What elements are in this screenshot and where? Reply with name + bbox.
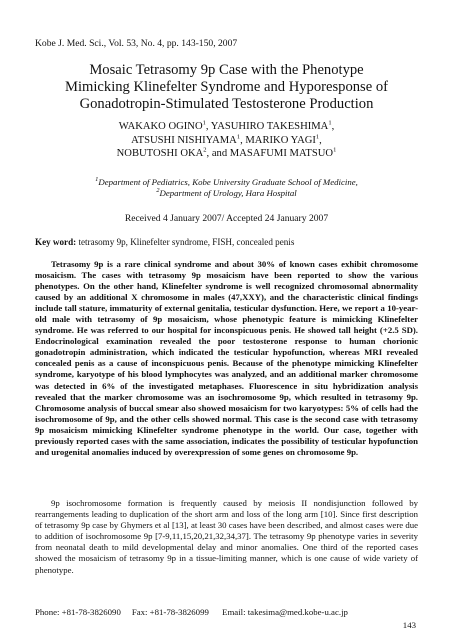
author-line-3: NOBUTOSHI OKA$^2$, and MASAFUMI MATSUO$^1$ [116, 146, 337, 160]
title-line-1: Mosaic Tetrasomy 9p Case with the Phenotype [89, 62, 364, 78]
affiliation-2: $^2$Department of Urology, Hara Hospital [156, 187, 297, 198]
author-line-2: ATSUSHI NISHIYAMA$^1$, MARIKO YAGI$^1$, [131, 133, 322, 146]
keywords [35, 237, 418, 247]
title-line-2: Mimicking Klinefelter Syndrome and Hyporesponse of [64, 79, 389, 95]
author-list [40, 120, 413, 161]
received-dates: Received 4 January 2007/ Accepted 24 January 2007 [124, 213, 329, 224]
author-line-1: WAKAKO OGINO$^1$, YASUHIRO TAKESHIMA$^1$, [118, 119, 335, 132]
keywords-text: tetrasomy 9p, Klinefelter syndrome, FISH, concealed penis [76, 237, 295, 247]
affiliations [35, 177, 418, 199]
journal-citation: Kobe J. Med. Sci., Vol. 53, No. 4, pp. 143-150, 2007 [35, 38, 238, 49]
contact-footer: Phone: +81-78-3826090 Fax: +81-78-3826099 Email: takesima@med.kobe-u.ac.jp [35, 607, 348, 617]
affiliation-1: $^1$Department of Pediatrics, Kobe University Graduate School of Medicine, [95, 176, 358, 187]
keywords-label: Key word: [35, 237, 77, 247]
title-line-3: Gonadotropin-Stimulated Testosterone Production [79, 96, 374, 112]
abstract: Tetrasomy 9p is a rare clinical syndrome and about 30% of known cases exhibit chromosome mosaicism. The cases with tetrasomy 9p mosaicism have been reported to show the various phenotypes. On the other hand, Klinefelter syndrome is well recognized chromosomal abnormality caused by an additional X chromosome in males (47,XXY), and the characteristic clinical findings include tall stature, immaturity of external genitalia, testicular dysfunction. Here, we report a 10-year-old male with tetrasomy of 9p mosaicism, whose phenotypic feature is mimicking Klinefelter syndrome. He was referred to our hospital for inconspicuous penis. He showed tall height (+2.5 SD). Endocrinological examination revealed the poor testosterone response to human chorionic gonadotropin administration, which indicated the testicular hypofunction, whereas MRI revealed concealed penis as a cause of inconspicuous penis. Because of the phenotype mimicking Klinefelter syndrome, karyotype of his blood lymphocytes was analyzed, and an additional marker chromosome was detected in 6% of the investigated metaphases. Fluorescence in situ hybridization analysis revealed that the marker chromosome was an isochromosome 9p, which resulted in tetrasomy 9p. Chromosome analysis of buccal smear also showed mosaicism for two karyotypes: 5% of cells had the isochromosome of 9p, and the other cells showed normal. This case is the second case with tetrasomy 9p mosaicism mimicking Klinefelter syndrome phenotype in the world. Our case, together with previously reported cases with the same association, indicates the possibility of testicular hypofunction and urogenital anomalies induced by overexpression of some genes on chromosome 9p. [35, 259, 418, 457]
page-number: 143 [402, 620, 416, 630]
introduction-paragraph: 9p isochromosome formation is frequently caused by meiosis II nondisjunction followed by rearrangements leading to duplication of the short arm and loss of the long arm [10]. Since first description of tetrasomy 9p case by Ghymers et al [13], at least 30 cases have been described, and almost cases were due to addition of isochromosome 9p [7-9,11,15,20,21,32,34,37]. The tetrasomy 9p phenotype varies in severity from neonatal death to mild developmental delay and minor anomalies. One third of the reported cases showed the mosaicism of tetrasomy 9p in a tissue-limiting manner, which is one cause of wide variety of phenotype. [35, 498, 418, 575]
article-title [40, 62, 413, 113]
